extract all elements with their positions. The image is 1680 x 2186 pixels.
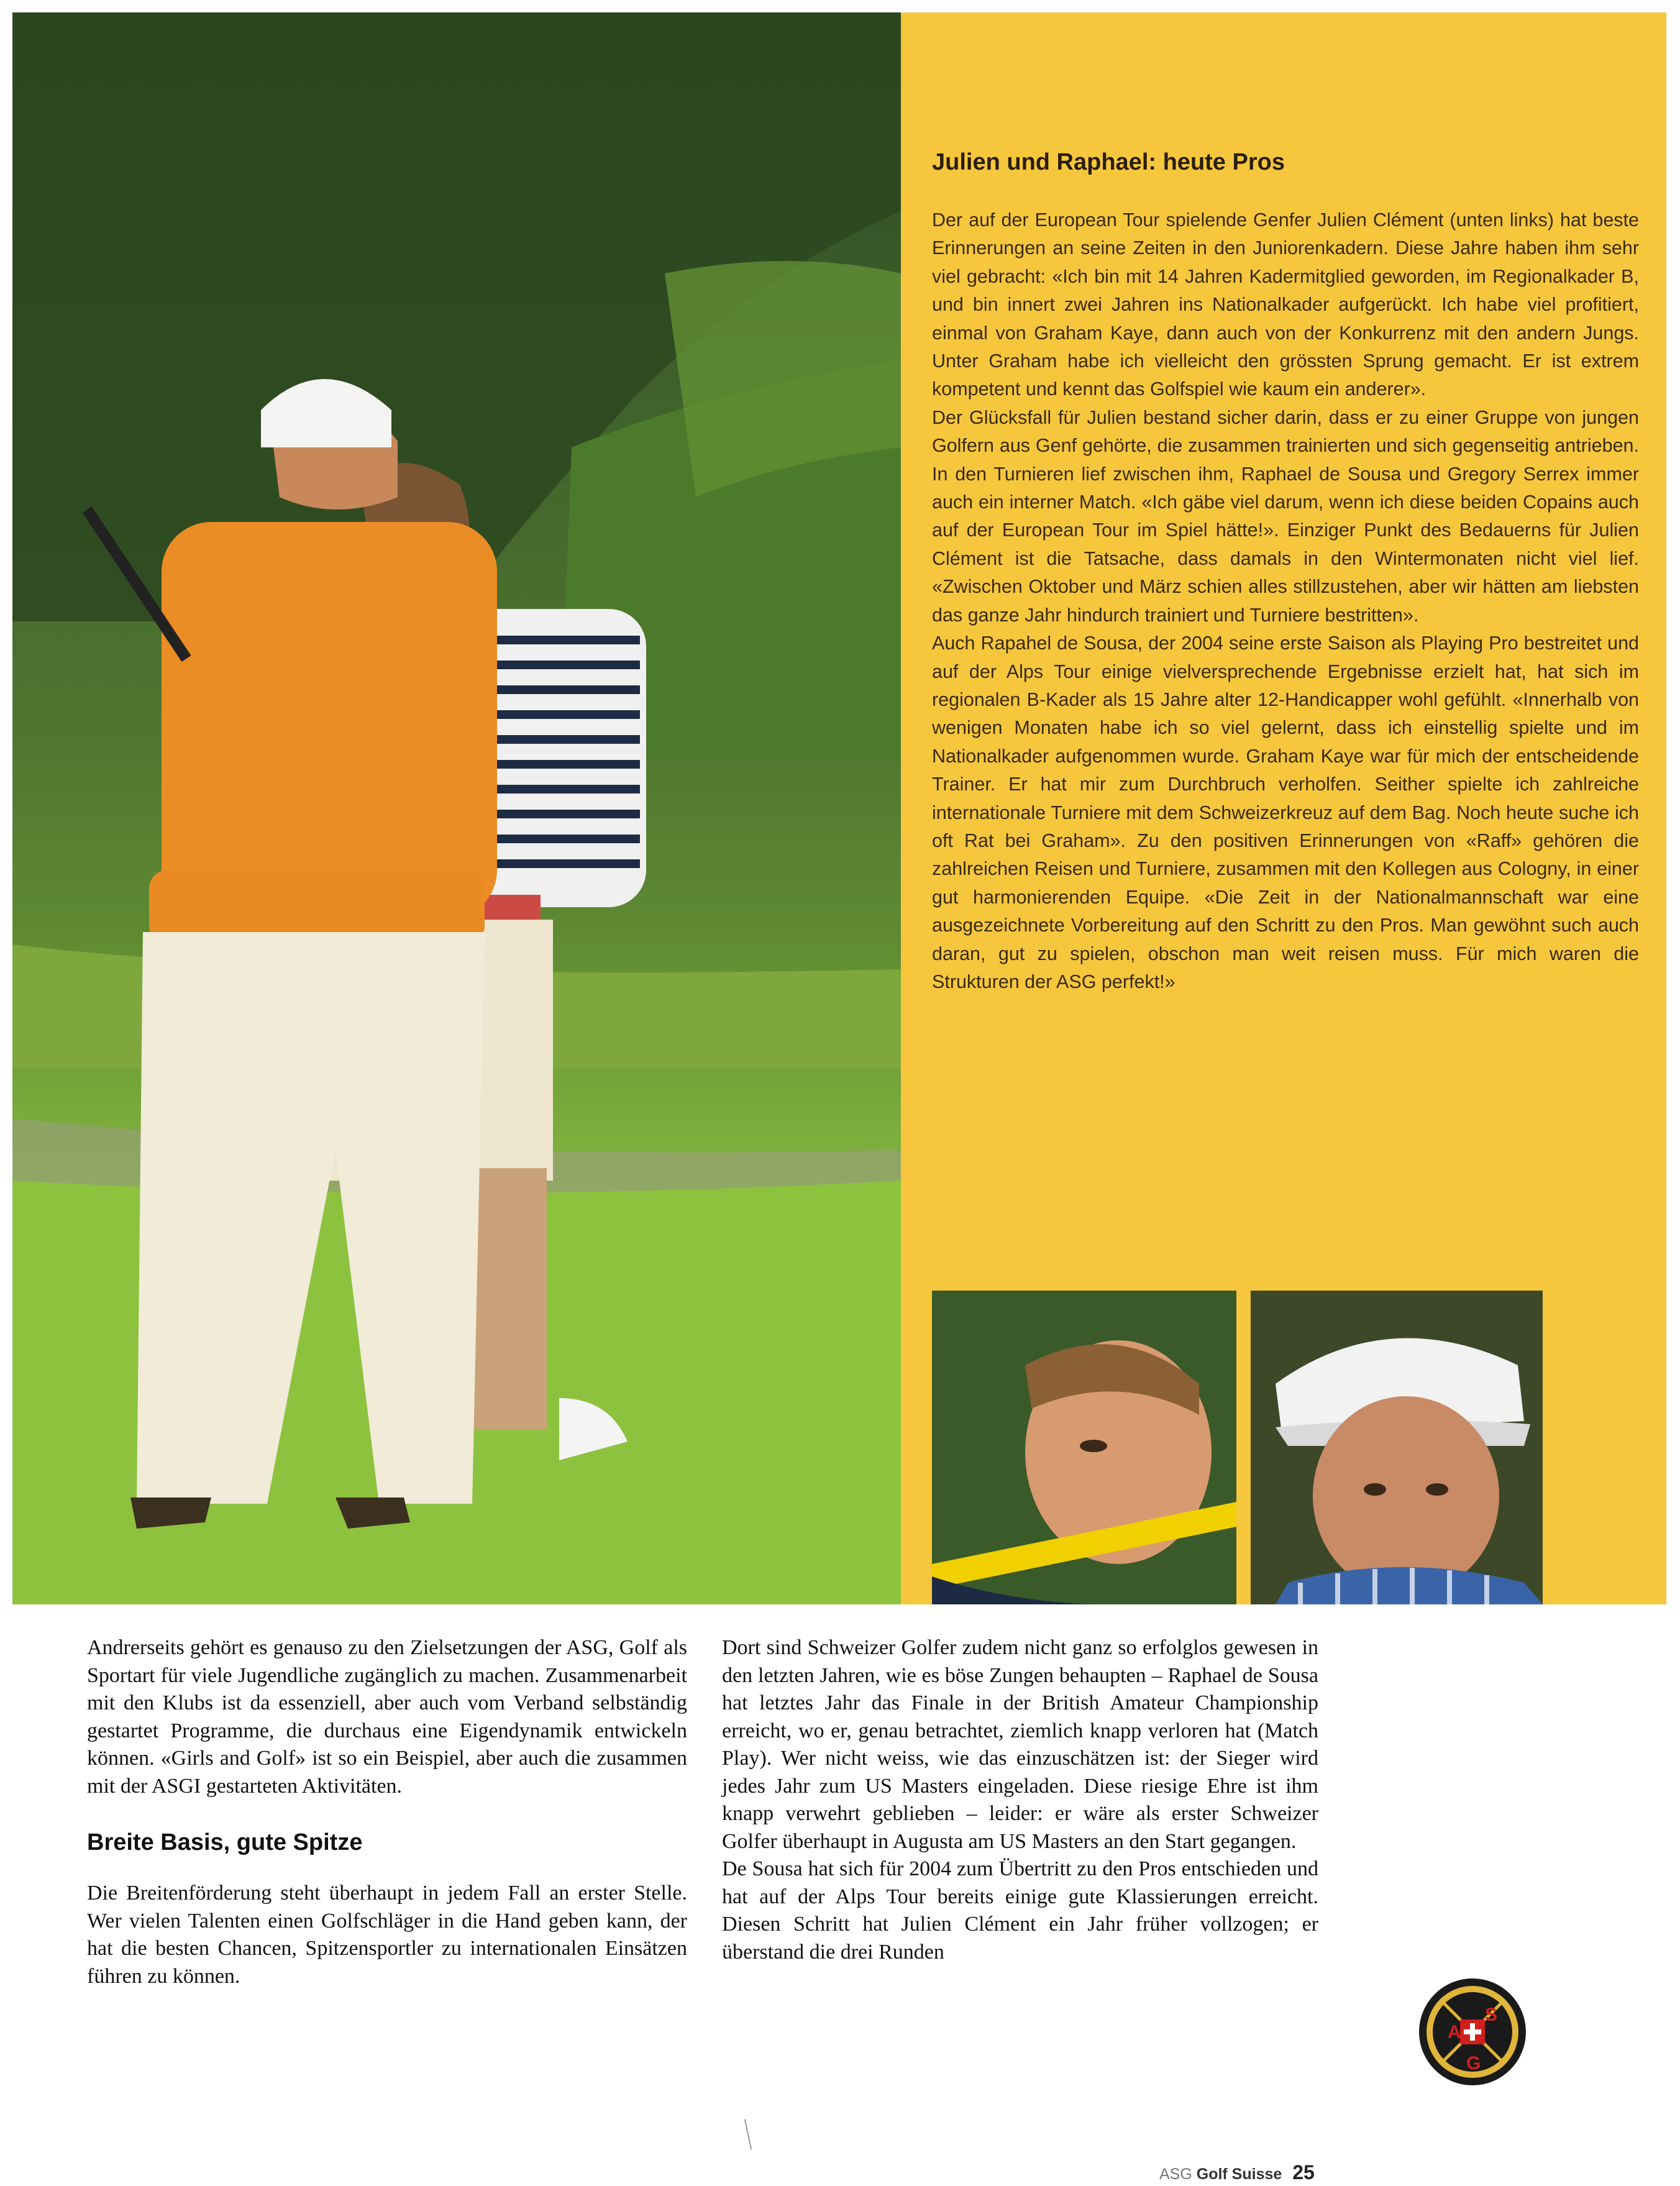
logo-letter-s: S: [1485, 2005, 1498, 2025]
main-photo: [12, 12, 901, 1604]
scan-mark: [744, 2119, 752, 2149]
sidebar-title: Julien und Raphael: heute Pros: [932, 149, 1285, 175]
sidebar-paragraph: Der Glücksfall für Julien bestand sicher darin, dass er zu einer Gruppe von jungen Golfern aus Genf gehörte, die zusammen trainierten und sich gegenseitig antrieben. In den Turnieren lief zwischen ihm, Raphael de Sousa und Gregory Serrex immer auch ein interner Match. «Ich gäbe viel darum, wenn ich diese beiden Copains auch auf der European Tour im Spiel hätte!». Einziger Punkt des Bedauerns für Julien Clément ist die Tatsache, dass damals in den Wintermonaten nicht viel lief. «Zwischen Oktober und März schien alles stillzustehen, aber wir hätten am liebsten das ganze Jahr hindurch trainiert und Turniere bestritten».: [932, 406, 1639, 626]
body-paragraph: Dort sind Schweizer Golfer zudem nicht ganz so erfolglos gewesen in den letzten Jahren, wie es böse Zungen behaupten – Raphael de Sousa hat letztes Jahr das Finale in der British Amateur Championship erreicht, wo er, genau betrachtet, ziemlich knapp verloren hat (Match Play). Wer nicht weiss, wie das einzuschätzen ist: der Sieger wird jedes Jahr zum US Masters eingeladen. Diese riesige Ehre ist ihm knapp verwehrt geblieben – leider: er wäre als erster Schweizer Golfer überhaupt in Augusta am US Masters an den Start gegangen.: [722, 1636, 1318, 1853]
asg-logo: [1417, 1976, 1528, 2088]
portrait-julien-clement: [932, 1291, 1236, 1604]
sidebar-text: [932, 206, 1639, 996]
golfers-illustration: [12, 12, 901, 1604]
page-footer: [1159, 2161, 1321, 2186]
logo-letter-g: G: [1466, 2053, 1481, 2074]
right-column: [722, 1634, 1318, 1966]
magazine-name-bold: Golf Suisse: [1196, 2165, 1282, 2183]
magazine-name: [1159, 2165, 1286, 2183]
magazine-name-light: ASG: [1159, 2165, 1192, 2183]
page-number: 25: [1292, 2161, 1315, 2184]
left-column: [87, 1634, 687, 1990]
body-paragraph: Die Breitenförderung steht überhaupt in jedem Fall an erster Stelle. Wer vielen Talenten einen Golfschläger in die Hand geben kann, der hat die besten Chancen, Spitzensportler zu internationalen Einsätzen führen zu können.: [87, 1882, 687, 1988]
sidebar-box: [901, 12, 1666, 1604]
section-heading: Breite Basis, gute Spitze: [87, 1829, 363, 1855]
intro-paragraph: Andrerseits gehört es genauso zu den Zielsetzungen der ASG, Golf als Sportart für viele Jugendliche zugänglich zu machen. Zusammenarbeit mit den Klubs ist da essenziell, aber auch vom Verband selbständig gestartet Programme, die durchaus eine Eigendynamik entwickeln können. «Girls and Golf» ist so ein Beispiel, aber auch die zusammen mit der ASGI gestarteten Aktivitäten.: [87, 1636, 687, 1798]
logo-letter-a: A: [1448, 2022, 1461, 2042]
sidebar-paragraph: Auch Rapahel de Sousa, der 2004 seine erste Saison als Playing Pro bestreitet und auf der Alps Tour einige vielversprechende Ergebnisse erzielt hat, hat sich im regionalen B-Kader als 15 Jahre alter 12-Handicapper wohl gefühlt. «Innerhalb von wenigen Monaten habe ich so viel gelernt, dass ich einstellig spielte und im Nationalkader aufgenommen wurde. Graham Kaye war für mich der entscheidende Trainer. Er hat mir zum Durchbruch verholfen. Seither spielte ich zahlreiche internationale Turniere mit dem Schweizerkreuz auf dem Bag. Noch heute suche ich oft Rat bei Graham». Zu den positiven Erinnerungen von «Raff» gehören die zahlreichen Reisen und Turniere, zusammen mit den Kollegen aus Cologny, in einer gut harmonierenden Equipe. «Die Zeit in der Nationalmannschaft war eine ausgezeichnete Vorbereitung auf den Schritt zu den Pros. Man gewöhnt such auch daran, gut zu spielen, obschon man weit reisen muss. Für mich waren die Strukturen der ASG perfekt!»: [932, 633, 1639, 992]
portrait-raphael-de-sousa: [1251, 1291, 1543, 1604]
sidebar-paragraph: Der auf der European Tour spielende Genfer Julien Clément (unten links) hat beste Erinnerungen an seine Zeiten in den Juniorenkadern. Diese Jahre haben ihm sehr viel gebracht: «Ich bin mit 14 Jahren Kadermitglied geworden, im Regionalkader B, und bin innert zwei Jahren ins Nationalkader aufgerückt. Ich habe viel profitiert, einmal von Graham Kaye, dann auch von der Konkurrenz mit den andern Jungs. Unter Graham habe ich vielleicht den grössten Sprung gemacht. Er ist extrem kompetent und kennt das Golfspiel wie kaum ein anderer».: [932, 209, 1639, 400]
body-paragraph: De Sousa hat sich für 2004 zum Übertritt zu den Pros entschieden und hat auf der Alps Tour bereits einige gute Klassierungen erreicht. Diesen Schritt hat Julien Clément ein Jahr früher vollzogen; er überstand die drei Runden: [722, 1857, 1318, 1964]
